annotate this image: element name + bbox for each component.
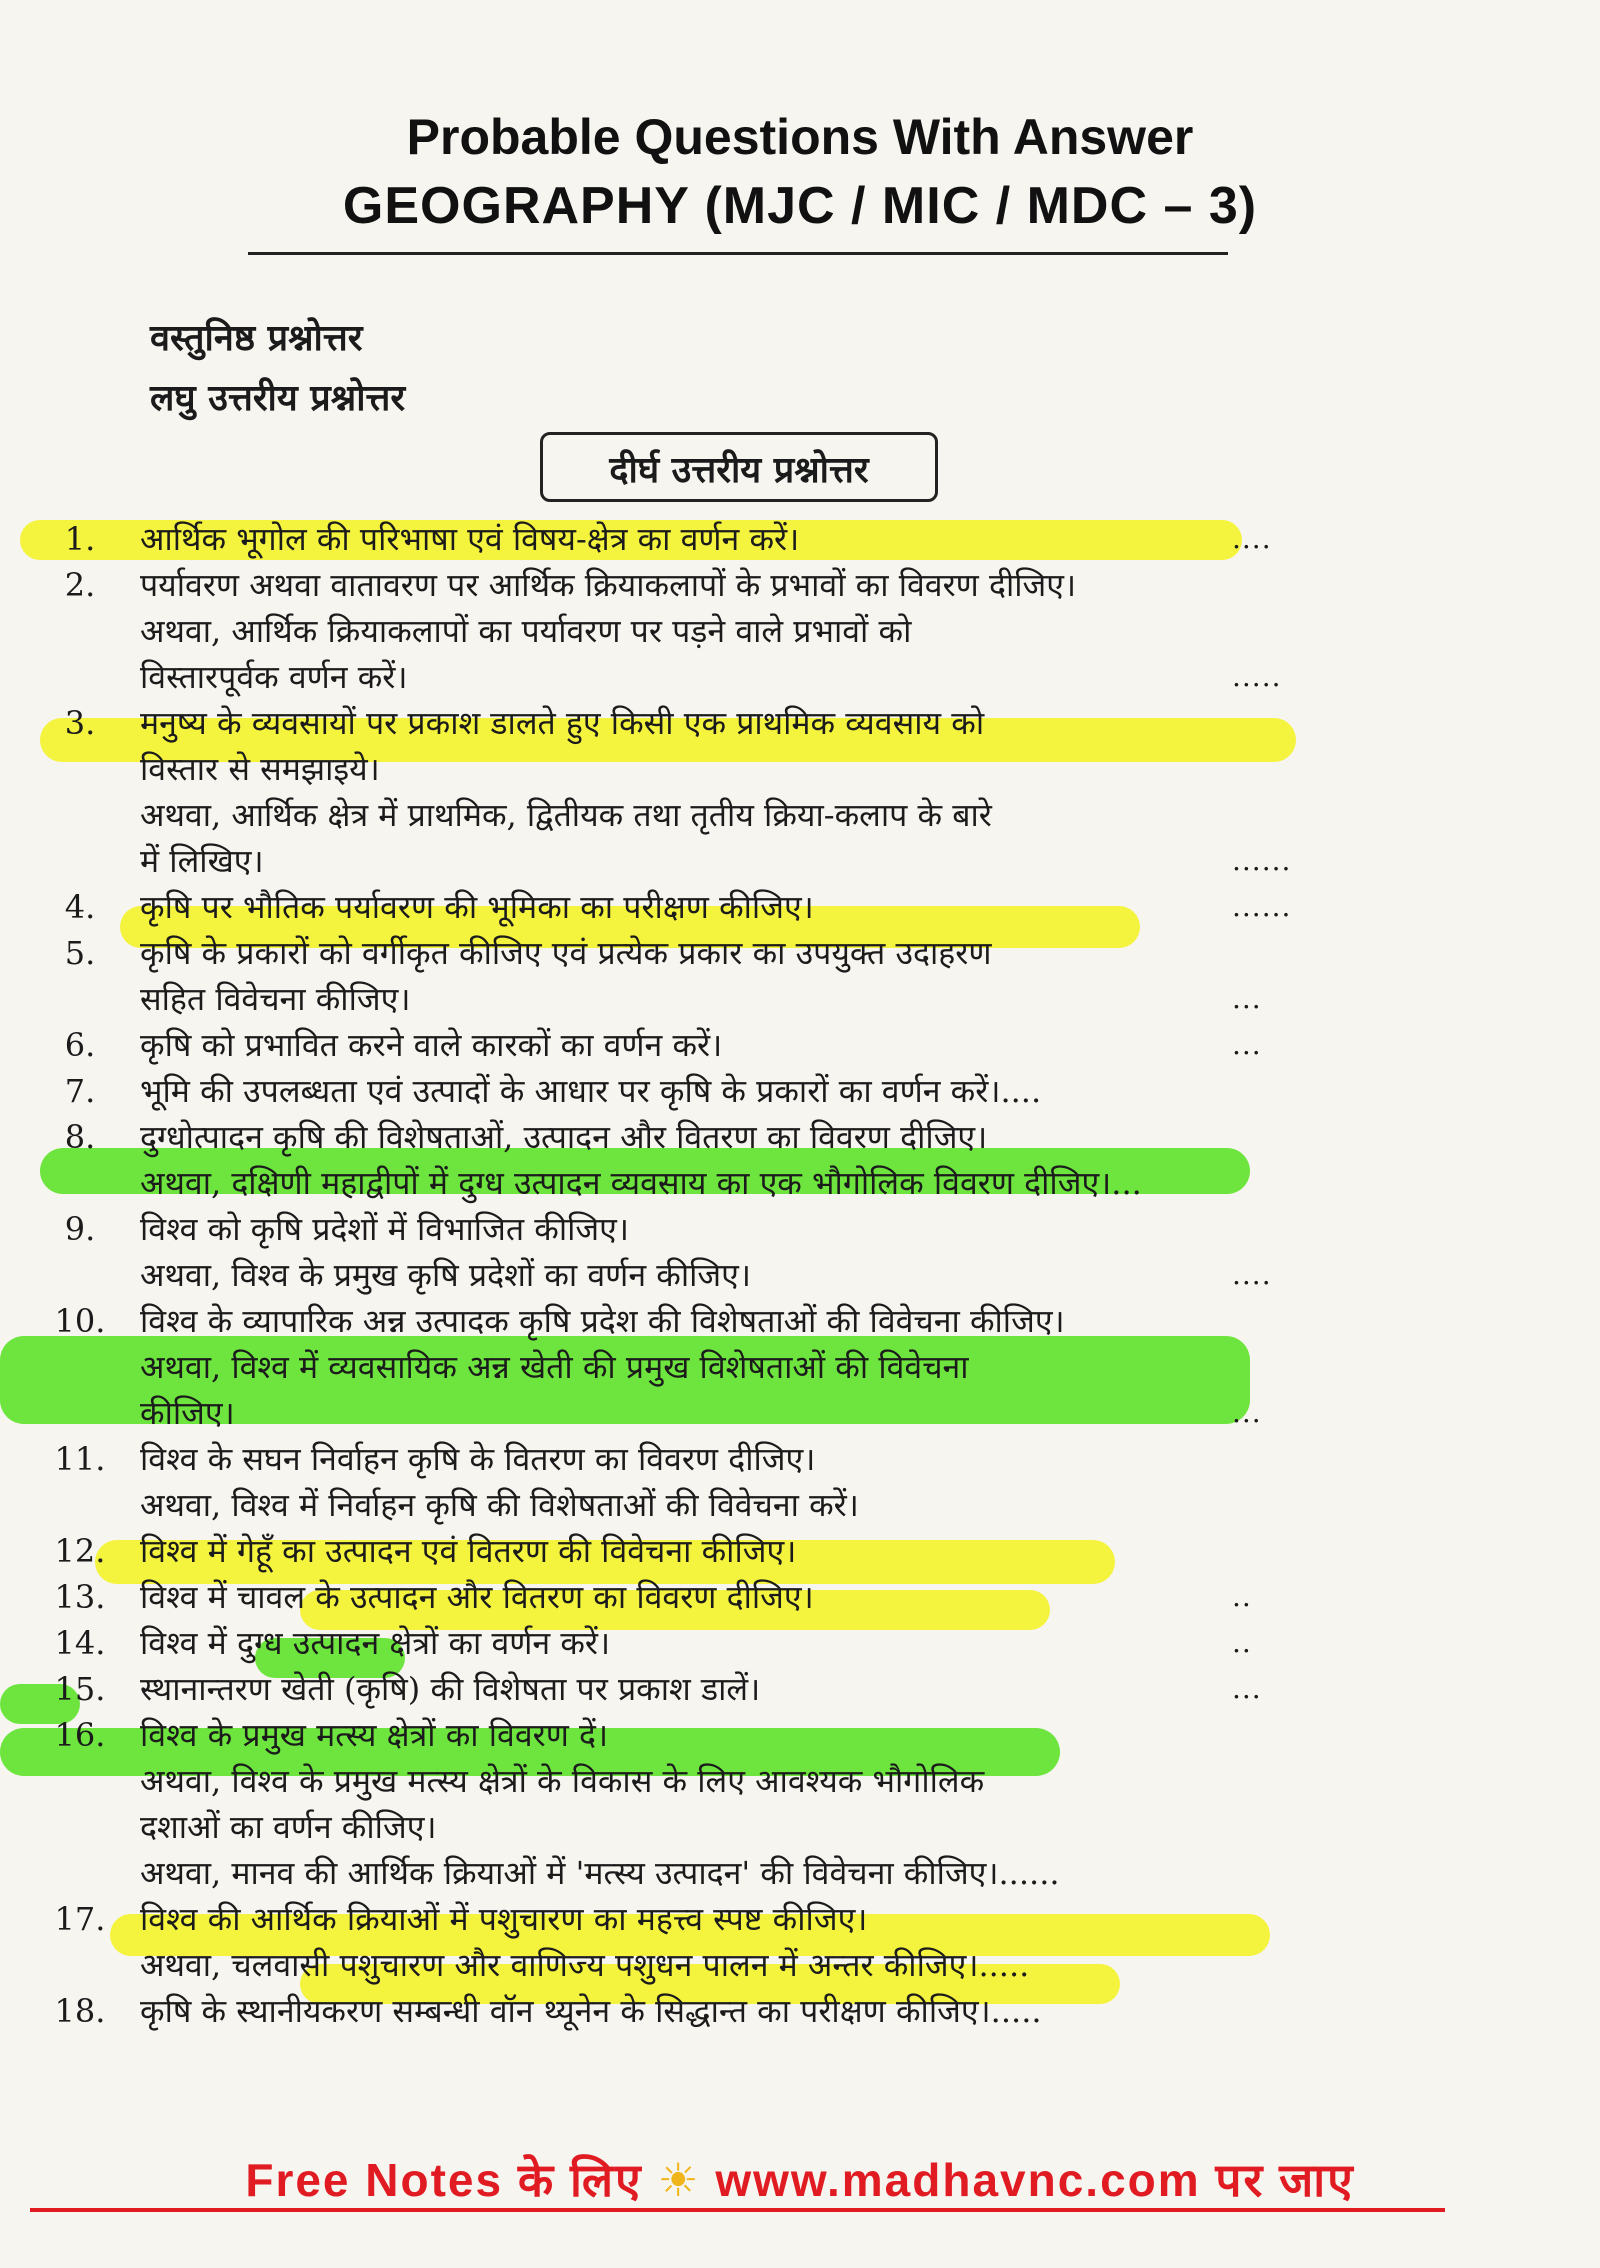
dot-leader: .... (1232, 1258, 1272, 1291)
question-text: कृषि को प्रभावित करने वाले कारकों का वर्णन करें। (140, 1026, 723, 1064)
question-number: 17. (54, 1900, 106, 1938)
question-alt-text: विस्तार से समझाइये। (140, 750, 380, 788)
list-item (0, 1712, 1600, 1758)
question-alt-text: सहित विवेचना कीजिए। (140, 980, 411, 1018)
question-number: 10. (54, 1302, 106, 1340)
list-item (0, 516, 1600, 562)
question-alt-text: अथवा, चलवासी पशुचारण और वाणिज्य पशुधन पालन में अन्तर कीजिए।..... (140, 1946, 1030, 1984)
question-number: 4. (64, 888, 96, 926)
list-item (0, 1620, 1600, 1666)
list-item (0, 1068, 1600, 1114)
page-subtitle: GEOGRAPHY (MJC / MIC / MDC – 3) (342, 177, 1258, 235)
section-short: लघु उत्तरीय प्रश्नोत्तर (150, 377, 406, 419)
question-text: विश्व के सघन निर्वाहन कृषि के वितरण का विवरण दीजिए। (140, 1440, 816, 1478)
dot-leader: .... (1232, 522, 1272, 555)
question-text: कृषि के स्थानीयकरण सम्बन्धी वॉन थ्यूनेन के सिद्धान्त का परीक्षण कीजिए।..... (140, 1992, 1042, 2030)
question-text: पर्यावरण अथवा वातावरण पर आर्थिक क्रियाकलापों के प्रभावों का विवरण दीजिए। (140, 566, 1077, 604)
dot-leader: ... (1232, 1672, 1262, 1705)
question-text: आर्थिक भूगोल की परिभाषा एवं विषय-क्षेत्र का वर्णन करें। (140, 520, 800, 558)
question-number: 7. (64, 1072, 96, 1110)
question-number: 16. (54, 1716, 106, 1754)
question-alt-text: अथवा, विश्व में निर्वाहन कृषि की विशेषताओं की विवेचना करें। (140, 1486, 859, 1524)
list-item (0, 1666, 1600, 1712)
dot-leader: ... (1232, 982, 1262, 1015)
list-item (0, 1298, 1600, 1344)
question-alt-text: अथवा, विश्व के प्रमुख कृषि प्रदेशों का वर्णन कीजिए। (140, 1256, 751, 1294)
question-text: मनुष्य के व्यवसायों पर प्रकाश डालते हुए किसी एक प्राथमिक व्यवसाय को (140, 704, 985, 742)
dot-leader: ... (1232, 1396, 1262, 1429)
question-number: 2. (64, 566, 96, 604)
footer-banner (0, 2148, 1600, 2210)
dot-leader: .. (1232, 1626, 1252, 1659)
title-underline (248, 252, 1228, 255)
list-item (0, 1528, 1600, 1574)
question-number: 14. (54, 1624, 106, 1662)
question-number: 6. (64, 1026, 96, 1064)
dot-leader: ...... (1232, 890, 1292, 923)
sun-icon: ☀ (657, 2154, 701, 2206)
question-alt-text: अथवा, आर्थिक क्षेत्र में प्राथमिक, द्वितीयक तथा तृतीय क्रिया-कलाप के बारे (140, 796, 992, 834)
question-number: 8. (64, 1118, 96, 1156)
list-item-continuation (0, 746, 1600, 792)
question-alt-text: दशाओं का वर्णन कीजिए। (140, 1808, 437, 1846)
section-long-heading: दीर्घ उत्तरीय प्रश्नोत्तर (540, 432, 938, 502)
footer-left-text: Free Notes के लिए (245, 2154, 643, 2206)
question-number: 13. (54, 1578, 106, 1616)
list-item-continuation (0, 792, 1600, 838)
question-alt-text: विस्तारपूर्वक वर्णन करें। (140, 658, 408, 696)
list-item-continuation (0, 654, 1600, 700)
question-alt-text: में लिखिए। (140, 842, 264, 880)
question-alt-text: कीजिए। (140, 1394, 235, 1432)
page-title: Probable Questions With Answer (406, 109, 1194, 165)
list-item-continuation (0, 1344, 1600, 1390)
list-item-continuation (0, 1942, 1600, 1988)
list-item (0, 1114, 1600, 1160)
question-text: विश्व के प्रमुख मत्स्य क्षेत्रों का विवरण दें। (140, 1716, 609, 1754)
question-text: विश्व के व्यापारिक अन्न उत्पादक कृषि प्रदेश की विशेषताओं की विवेचना कीजिए। (140, 1302, 1065, 1340)
list-item (0, 1022, 1600, 1068)
question-text: दुग्धोत्पादन कृषि की विशेषताओं, उत्पादन और वितरण का विवरण दीजिए। (140, 1118, 988, 1156)
question-number: 15. (54, 1670, 106, 1708)
list-item-continuation (0, 1390, 1600, 1436)
list-item-continuation (0, 1160, 1600, 1206)
list-item-continuation (0, 1252, 1600, 1298)
list-item-continuation (0, 1850, 1600, 1896)
question-number: 9. (64, 1210, 96, 1248)
list-item (0, 562, 1600, 608)
question-text: कृषि के प्रकारों को वर्गीकृत कीजिए एवं प्रत्येक प्रकार का उपयुक्त उदाहरण (140, 934, 992, 972)
dot-leader: ..... (1232, 660, 1282, 693)
dot-leader: ... (1232, 1028, 1262, 1061)
question-number: 5. (64, 934, 96, 972)
list-item-continuation (0, 838, 1600, 884)
list-item-continuation (0, 976, 1600, 1022)
question-alt-text: अथवा, विश्व के प्रमुख मत्स्य क्षेत्रों के विकास के लिए आवश्यक भौगोलिक (140, 1762, 985, 1800)
question-number: 1. (64, 520, 96, 558)
question-number: 12. (54, 1532, 106, 1570)
list-item (0, 1574, 1600, 1620)
question-alt-text: अथवा, विश्व में व्यवसायिक अन्न खेती की प्रमुख विशेषताओं की विवेचना (140, 1348, 969, 1386)
footer-underline (30, 2208, 1445, 2212)
list-item (0, 1896, 1600, 1942)
dot-leader: .. (1232, 1580, 1252, 1613)
footer-link[interactable]: www.madhavnc.com पर जाए (715, 2154, 1355, 2206)
question-text: भूमि की उपलब्धता एवं उत्पादों के आधार पर कृषि के प्रकारों का वर्णन करें।.... (140, 1072, 1042, 1110)
list-item-continuation (0, 1482, 1600, 1528)
question-text: विश्व की आर्थिक क्रियाओं में पशुचारण का महत्त्व स्पष्ट कीजिए। (140, 1900, 868, 1938)
list-item-continuation (0, 1804, 1600, 1850)
question-text: स्थानान्तरण खेती (कृषि) की विशेषता पर प्रकाश डालें। (140, 1670, 761, 1708)
question-alt-text: अथवा, मानव की आर्थिक क्रियाओं में 'मत्स्य उत्पादन' की विवेचना कीजिए।...... (140, 1854, 1060, 1892)
question-list (0, 516, 1600, 2034)
list-item (0, 930, 1600, 976)
section-objective: वस्तुनिष्ठ प्रश्नोत्तर (150, 317, 363, 359)
list-item (0, 700, 1600, 746)
question-alt-text: अथवा, दक्षिणी महाद्वीपों में दुग्ध उत्पादन व्यवसाय का एक भौगोलिक विवरण दीजिए।... (140, 1164, 1142, 1202)
question-number: 18. (54, 1992, 106, 2030)
question-alt-text: अथवा, आर्थिक क्रियाकलापों का पर्यावरण पर पड़ने वाले प्रभावों को (140, 612, 912, 650)
list-item (0, 1206, 1600, 1252)
list-item-continuation (0, 608, 1600, 654)
list-item-continuation (0, 1758, 1600, 1804)
list-item (0, 884, 1600, 930)
list-item (0, 1988, 1600, 2034)
question-text: विश्व में गेहूँ का उत्पादन एवं वितरण की विवेचना कीजिए। (140, 1532, 797, 1570)
list-item (0, 1436, 1600, 1482)
question-text: विश्व में चावल के उत्पादन और वितरण का विवरण दीजिए। (140, 1578, 814, 1616)
question-number: 11. (54, 1440, 106, 1478)
dot-leader: ...... (1232, 844, 1292, 877)
question-text: विश्व में दुग्ध उत्पादन क्षेत्रों का वर्णन करें। (140, 1624, 611, 1662)
question-text: विश्व को कृषि प्रदेशों में विभाजित कीजिए। (140, 1210, 629, 1248)
question-text: कृषि पर भौतिक पर्यावरण की भूमिका का परीक्षण कीजिए। (140, 888, 814, 926)
question-number: 3. (64, 704, 96, 742)
